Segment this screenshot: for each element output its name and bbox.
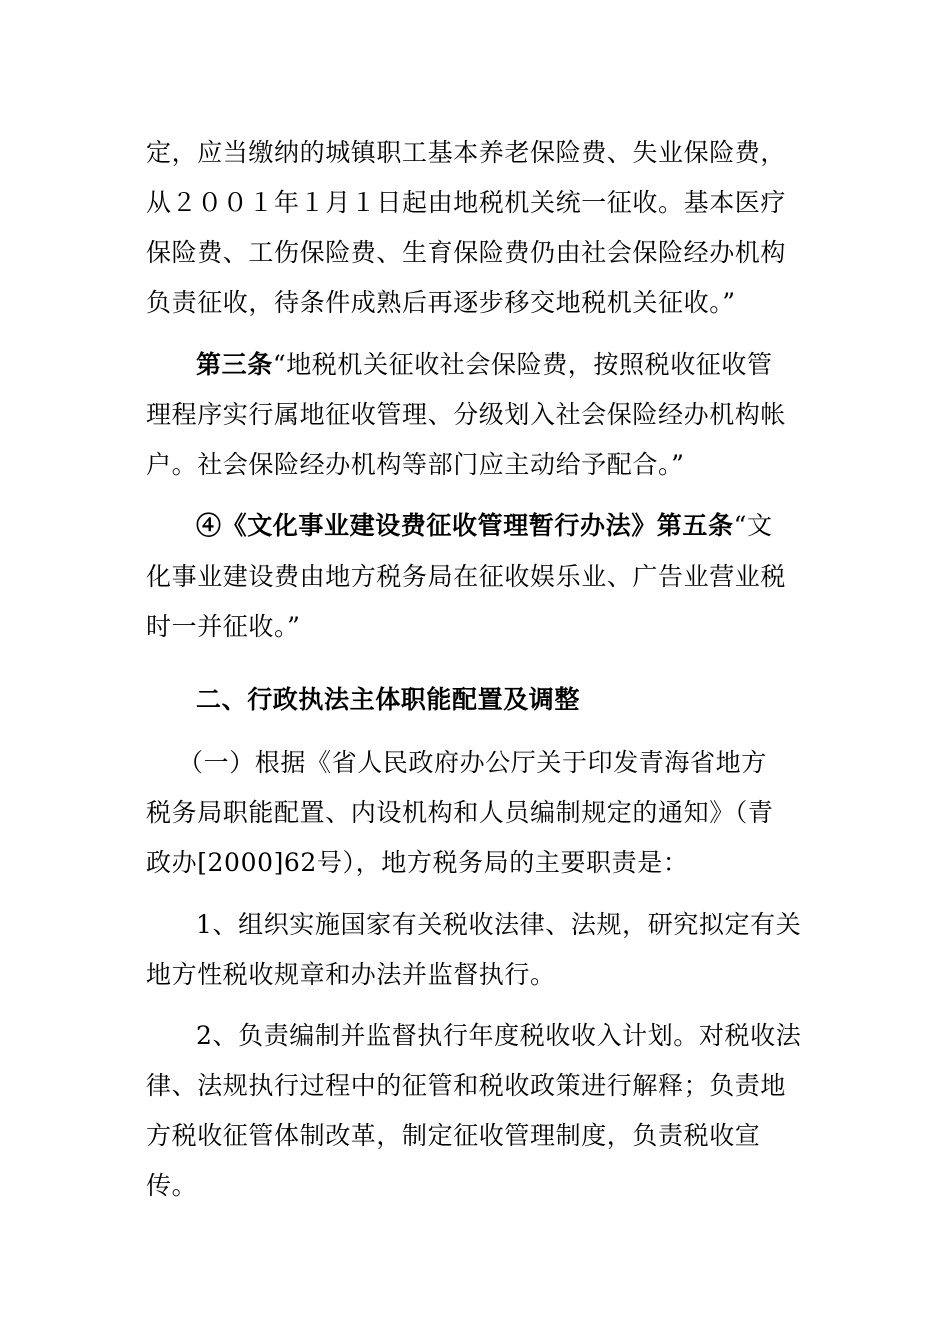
para2-line3: 户。社会保险经办机构等部门应主动给予配合。”: [146, 450, 685, 479]
para6-line4: 传。: [146, 1171, 198, 1200]
para1-line4: 负责征收，待条件成熟后再逐步移交地税机关征收。”: [146, 288, 736, 317]
para1-line3: 保险费、工伤保险费、生育保险费仍由社会保险经办机构: [146, 238, 787, 267]
para3-line2: 化事业建设费由地方税务局在征收娱乐业、广告业营业税: [146, 562, 787, 591]
para3-line1: [196, 509, 806, 543]
para2-line1: [196, 348, 806, 382]
regulation-title: ④《文化事业建设费征收管理暂行办法》第五条: [196, 511, 734, 540]
para2-line1-text: “地税机关征收社会保险费，按照税收征收管: [272, 350, 773, 379]
para5-line1: 1、组织实施国家有关税收法律、法规，研究拟定有关: [196, 910, 802, 939]
section-heading: 二、行政执法主体职能配置及调整: [196, 685, 581, 714]
para1-line2: 从２００１年１月１日起由地税机关统一征收。基本医疗: [146, 188, 787, 217]
para5-line2: 地方性税收规章和办法并监督执行。: [146, 960, 556, 989]
para6-line2: 律、法规执行过程中的征管和税收政策进行解释；负责地: [146, 1071, 787, 1100]
para4-line3: 政办[2000]62号），地方税务局的主要职责是：: [146, 848, 689, 877]
para6-line3: 方税收征管体制改革，制定征收管理制度，负责税收宣: [146, 1121, 761, 1150]
para4-line1: （一）根据《省人民政府办公厅关于印发青海省地方: [178, 748, 767, 777]
para4-line2: 税务局职能配置、内设机构和人员编制规定的通知》（青: [146, 798, 774, 827]
para2-line2: 理程序实行属地征收管理、分级划入社会保险经办机构帐: [146, 400, 787, 429]
para3-line1-text: “文: [733, 511, 773, 540]
para3-line3: 时一并征收。”: [146, 612, 301, 641]
para6-line1: 2、负责编制并监督执行年度税收收入计划。对税收法: [196, 1021, 802, 1050]
article-label: 第三条: [196, 350, 273, 379]
para1-line1: 定，应当缴纳的城镇职工基本养老保险费、失业保险费，: [146, 138, 787, 167]
